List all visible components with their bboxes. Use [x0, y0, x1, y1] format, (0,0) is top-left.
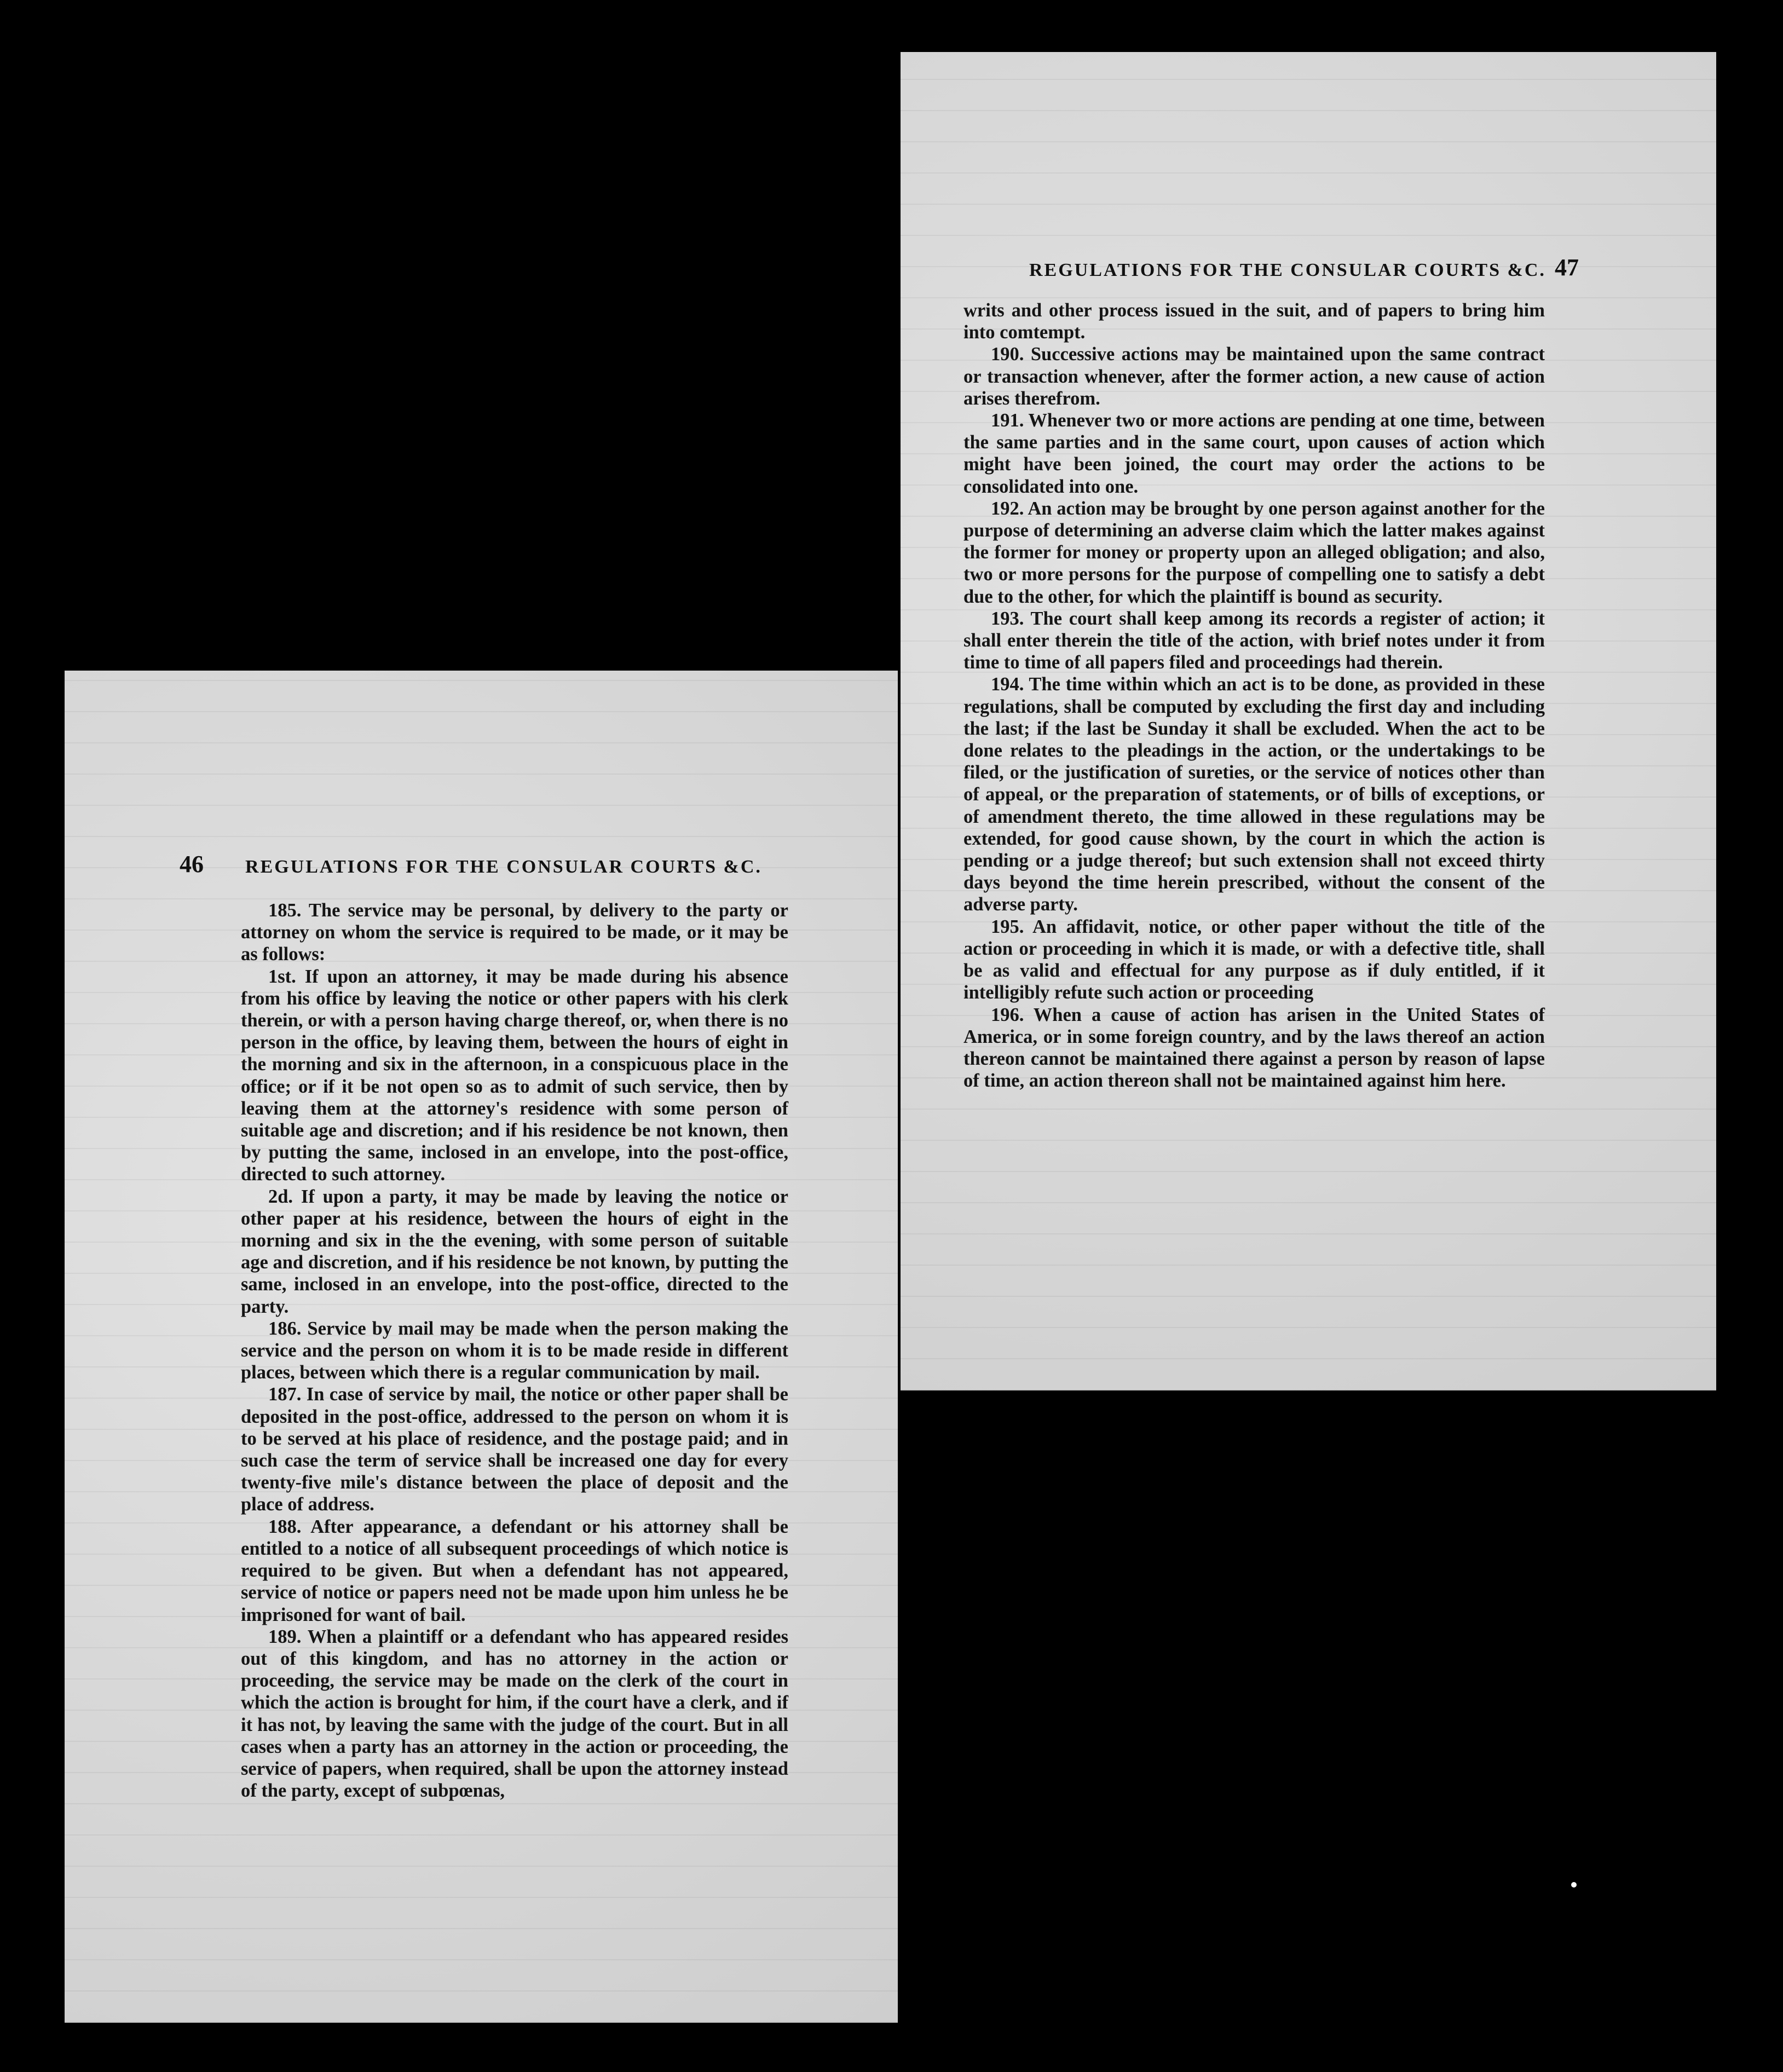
left-page-body [241, 899, 788, 1802]
right-head-text: REGULATIONS FOR THE CONSULAR COURTS &C. [1029, 260, 1546, 280]
left-running-head [180, 851, 762, 878]
right-running-head [1029, 254, 1579, 281]
right-page-number: 47 [1555, 254, 1579, 281]
right-page [901, 52, 1716, 1390]
paragraph-189: 189. When a plaintiff or a defendant who has appeared resides out of this kingdom, and has no attorney in the action or proceeding, the service may be made on the clerk of the court in which the action is brought for him, if the court have a clerk, and if it has not, by leaving the same with the judge of the court. But in all cases when a party has an attorney in the action or proceeding, the service of papers, when required, shall be upon the attorney instead of the party, except of subpœnas, [241, 1626, 788, 1802]
paragraph-187: 187. In case of service by mail, the notice or other paper shall be deposited in the post-office, addressed to the person on whom it is to be served at his place of residence, and the postage paid; and in such case the term of service shall be increased one day for every twenty-five mile's distance between the place of deposit and the place of address. [241, 1384, 788, 1515]
film-speck [1571, 1882, 1577, 1888]
paragraph-185-1st: 1st. If upon an attorney, it may be made during his absence from his office by leaving the notice or other papers with his clerk therein, or with a person having charge thereof, or, when there is no person in the office, by leaving them, between the hours of eight in the morning and six in the afternoon, in a conspicuous place in the office; or if it be not open so as to admit of such service, then by leaving them at the attorney's residence with some person of suitable age and discretion; and if his residence be not known, then by putting the same, inclosed in an envelope, into the post-office, directed to such attorney. [241, 966, 788, 1185]
left-page-number: 46 [180, 851, 204, 878]
paragraph-190: 190. Successive actions may be maintained upon the same contract or transaction whenever, after the former action, a new cause of action arises therefrom. [963, 344, 1545, 409]
paragraph-196: 196. When a cause of action has arisen in the United States of America, or in some foreign country, and by the laws thereof an action thereon cannot be maintained there against a person by reason of lapse of time, an action thereon shall not be maintained against him here. [963, 1004, 1545, 1092]
paragraph-185-2d: 2d. If upon a party, it may be made by leaving the notice or other paper at his residence, between the hours of eight in the morning and six in the the evening, with some person of suitable age and discretion, and if his residence be not known, by putting the same, inclosed in an envelope, into the post-office, directed to the party. [241, 1186, 788, 1317]
paragraph-194: 194. The time within which an act is to be done, as provided in these regulations, shall be computed by excluding the first day and including the last; if the last be Sunday it shall be excluded. When the act to be done relates to the pleadings in the action, or the undertakings to be filed, or the justification of sureties, or the service of notices other than of appeal, or the preparation of statements, or of bills of exceptions, or of amendment thereto, the time allowed in these regulations may be extended, for good cause shown, by the court in which the action is pending or a judge thereof; but such extension shall not exceed thirty days beyond the time herein prescribed, without the consent of the adverse party. [963, 674, 1545, 915]
paragraph-195: 195. An affidavit, notice, or other paper without the title of the action or proceeding in which it is made, or with a defective title, shall be as valid and effectual for any purpose as if duly entitled, if it intelligibly refute such action or proceeding [963, 916, 1545, 1003]
paragraph-189-continued: writs and other process issued in the suit, and of papers to bring him into comtempt. [963, 300, 1545, 343]
right-page-body [963, 299, 1545, 1092]
left-page [65, 671, 898, 2023]
paragraph-192: 192. An action may be brought by one person against another for the purpose of determining an adverse claim which the latter makes against the former for money or property upon an alleged obligation; and also, two or more persons for the purpose of compelling one to satisfy a debt due to the other, for which the plaintiff is bound as security. [963, 498, 1545, 607]
paragraph-186: 186. Service by mail may be made when the person making the service and the person on whom it is to be made reside in different places, between which there is a regular communication by mail. [241, 1318, 788, 1383]
paragraph-191: 191. Whenever two or more actions are pending at one time, between the same parties and in the same court, upon causes of action which might have been joined, the court may order the actions to be consolidated into one. [963, 410, 1545, 497]
left-head-text: REGULATIONS FOR THE CONSULAR COURTS &C. [245, 857, 762, 877]
paragraph-193: 193. The court shall keep among its records a register of action; it shall enter therein the title of the action, with brief notes under it from time to time of all papers filed and proceedings had therein. [963, 608, 1545, 673]
paragraph-188: 188. After appearance, a defendant or his attorney shall be entitled to a notice of all subsequent proceedings of which notice is required to be given. But when a defendant has not appeared, service of notice or papers need not be made upon him unless he be imprisoned for want of bail. [241, 1516, 788, 1625]
paragraph-185: 185. The service may be personal, by delivery to the party or attorney on whom the service is required to be made, or it may be as follows: [241, 900, 788, 965]
